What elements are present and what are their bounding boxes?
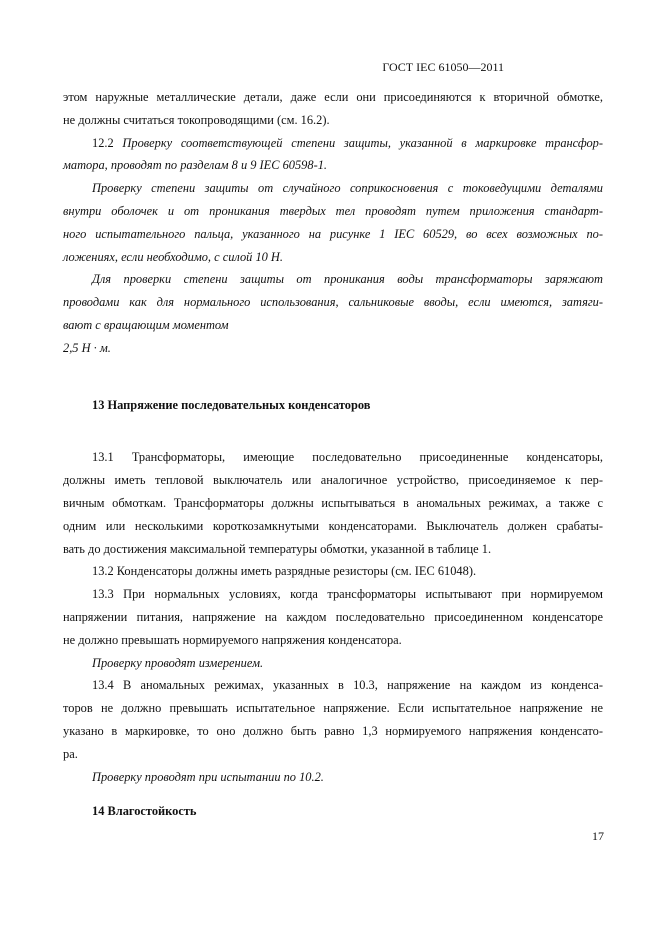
paragraph-13-1: 13.1 Трансформаторы, имеющие последовательно присоединенные конденсаторы, должны иметь тепловой выключатель или аналогичное устройство, присоединяемое к пер- вичным обмоткам. Трансформаторы должны испытываться в аномальных режимах, а также с одним или несколькими короткозамкнутыми конденсаторами. Выключатель должен срабаты- вать до достижения максимальной температуры обмотки, указанной в таблице 1.	[63, 450, 603, 556]
continued-paragraph: этом наружные металлические детали, даже если они присоединяются к вторичной обмотке, не должны считаться токопроводящими (см. 16.2).	[63, 90, 603, 127]
document-header: ГОСТ IEC 61050—2011	[382, 60, 504, 74]
section-13-heading: 13 Напряжение последовательных конденсаторов	[92, 397, 371, 412]
paragraph-13-3-check: Проверку проводят измерением.	[92, 655, 264, 670]
paragraph-13-2: 13.2 Конденсаторы должны иметь разрядные резисторы (см. IEC 61048).	[92, 564, 477, 579]
page-number: 17	[592, 829, 604, 843]
paragraph-13-3: 13.3 При нормальных условиях, когда трансформаторы испытывают при нормируемом напряжении питания, напряжение на каждом последовательно присоединенном конденсаторе не должно превышать нормируемого напряжения конденсатора.	[63, 587, 603, 647]
page-content	[63, 86, 603, 823]
paragraph-water-protection: Для проверки степени защиты от проникания воды трансформаторы заряжают проводами как для нормального использования, сальниковые вводы, если имеются, затяги- вают с вращающим моментом 2,5 Н · м.	[63, 272, 603, 355]
paragraph-contact-protection: Проверку степени защиты от случайного соприкосновения с токоведущими деталями внутри оболочек и от проникания твердых тел проводят путем приложения стандарт- ного испытательного пальца, указанного на рисунке 1 IEC 60529, во всех возможных по- ложениях, если необходимо, с силой 10 Н.	[63, 181, 603, 264]
paragraph-13-4-check: Проверку проводят при испытании по 10.2.	[92, 769, 324, 784]
section-14-heading: 14 Влагостойкость	[92, 804, 197, 819]
clause-number: 12.2	[92, 135, 123, 150]
paragraph-13-4: 13.4 В аномальных режимах, указанных в 10.3, напряжение на каждом из конденса- торов не должно превышать испытательное напряжение. Если испытательное напряжение не указано в маркировке, то оно должно быть равно 1,3 нормируемого напряжения конденсато- ра.	[63, 678, 603, 761]
paragraph-12-2: 12.2 Проверку соответствующей степени защиты, указанной в маркировке трансфор- матора, проводят по разделам 8 и 9 IEC 60598-1.	[63, 135, 604, 173]
